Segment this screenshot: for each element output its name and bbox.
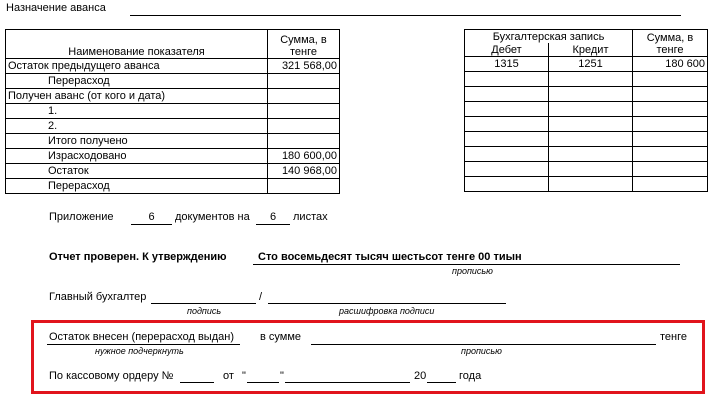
table-row <box>6 134 340 149</box>
entry-sum-cell[interactable] <box>633 102 708 117</box>
attachment-sheets-label: листах <box>293 211 328 223</box>
credit-cell[interactable] <box>549 132 633 147</box>
col-indicator-name-header: Наименование показателя <box>6 30 268 59</box>
indicator-name-cell: Итого получено <box>6 134 268 149</box>
entry-sum-cell[interactable] <box>633 147 708 162</box>
cash-order-year-suffix: года <box>459 370 482 382</box>
cash-order-from-label: от <box>223 370 234 382</box>
chief-accountant-label: Главный бухгалтер <box>49 291 147 303</box>
col-sum-header: Сумма, в тенге <box>268 30 340 59</box>
debit-cell[interactable]: 1315 <box>465 57 549 72</box>
indicator-sum-cell[interactable] <box>268 134 340 149</box>
table-row <box>465 57 708 72</box>
credit-cell[interactable] <box>549 162 633 177</box>
table-row <box>6 164 340 179</box>
table-row <box>465 72 708 87</box>
cash-order-month-field[interactable] <box>285 382 410 383</box>
signature-caption: подпись <box>187 306 222 316</box>
col-accounting-entry-header: Бухгалтерская запись <box>465 30 633 44</box>
entry-sum-cell[interactable] <box>633 117 708 132</box>
indicator-sum-cell[interactable]: 140 968,00 <box>268 164 340 179</box>
entry-sum-cell[interactable] <box>633 87 708 102</box>
remainder-words-caption: прописью <box>461 346 502 356</box>
approval-label: Отчет проверен. К утверждению <box>49 251 227 263</box>
indicator-name-cell: Перерасход <box>6 179 268 194</box>
remainder-label: Остаток внесен (перерасход выдан) <box>49 331 234 343</box>
credit-cell[interactable] <box>549 72 633 87</box>
debit-cell[interactable] <box>465 87 549 102</box>
table-row <box>465 177 708 192</box>
debit-cell[interactable] <box>465 72 549 87</box>
debit-cell[interactable] <box>465 177 549 192</box>
table-row <box>6 149 340 164</box>
debit-cell[interactable] <box>465 102 549 117</box>
decode-caption: расшифровка подписи <box>339 306 435 316</box>
indicator-name-cell: Остаток <box>6 164 268 179</box>
debit-cell[interactable] <box>465 132 549 147</box>
remainder-sum-field[interactable] <box>311 344 656 345</box>
cash-order-year-field[interactable] <box>427 382 456 383</box>
chief-accountant-signature-field[interactable] <box>151 303 256 304</box>
indicator-name-cell: 1. <box>6 104 268 119</box>
indicator-name-cell: Получен аванс (от кого и дата) <box>6 89 268 104</box>
entry-sum-cell[interactable] <box>633 177 708 192</box>
currency-label: тенге <box>660 331 687 343</box>
col-entry-sum-header: Сумма, в тенге <box>633 30 708 57</box>
credit-cell[interactable] <box>549 87 633 102</box>
approval-amount-words[interactable]: Сто восемьдесят тысяч шестьсот тенге 00 тиын <box>258 251 522 263</box>
credit-cell[interactable] <box>549 147 633 162</box>
col-credit-header: Кредит <box>549 43 633 57</box>
indicator-name-cell: Израсходовано <box>6 149 268 164</box>
table-row <box>6 104 340 119</box>
approval-words-caption: прописью <box>452 266 493 276</box>
indicator-sum-cell[interactable] <box>268 74 340 89</box>
table-row <box>6 74 340 89</box>
credit-cell[interactable] <box>549 102 633 117</box>
left-table-header <box>6 30 340 59</box>
attachment-label: Приложение <box>49 211 114 223</box>
in-sum-label: в сумме <box>260 331 302 343</box>
indicator-sum-cell[interactable] <box>268 119 340 134</box>
debit-cell[interactable] <box>465 147 549 162</box>
col-debit-header: Дебет <box>465 43 549 57</box>
indicator-sum-cell[interactable] <box>268 104 340 119</box>
table-row <box>465 162 708 177</box>
cash-order-label: По кассовому ордеру № <box>49 370 174 382</box>
cash-order-number-field[interactable] <box>180 382 214 383</box>
credit-cell[interactable]: 1251 <box>549 57 633 72</box>
remainder-label-underline <box>47 344 240 345</box>
table-row <box>6 89 340 104</box>
signature-slash: / <box>259 291 263 303</box>
cash-order-quote-close: " <box>280 370 284 382</box>
advance-purpose-field[interactable] <box>130 15 681 16</box>
table-row <box>6 119 340 134</box>
indicator-sum-cell[interactable]: 180 600,00 <box>268 149 340 164</box>
cash-order-year-prefix: 20 <box>414 370 427 382</box>
table-row <box>465 102 708 117</box>
attachment-docs-label: документов на <box>175 211 250 223</box>
approval-amount-line <box>253 264 680 265</box>
indicator-sum-cell[interactable]: 321 568,00 <box>268 59 340 74</box>
entry-sum-cell[interactable] <box>633 72 708 87</box>
debit-cell[interactable] <box>465 117 549 132</box>
right-table-header-top <box>465 30 708 44</box>
advance-purpose-label: Назначение аванса <box>6 2 106 14</box>
table-row <box>6 59 340 74</box>
debit-cell[interactable] <box>465 162 549 177</box>
underline-caption: нужное подчеркнуть <box>95 346 184 356</box>
indicator-name-cell: Перерасход <box>6 74 268 89</box>
indicator-sum-cell[interactable] <box>268 179 340 194</box>
entry-sum-cell[interactable] <box>633 132 708 147</box>
indicator-name-cell: 2. <box>6 119 268 134</box>
table-row <box>6 179 340 194</box>
table-row <box>465 147 708 162</box>
table-row <box>465 87 708 102</box>
table-row <box>465 132 708 147</box>
attachment-docs-count[interactable]: 6 <box>131 212 172 225</box>
accounting-entry-table <box>464 29 708 192</box>
indicator-sum-cell[interactable] <box>268 89 340 104</box>
entry-sum-cell[interactable] <box>633 162 708 177</box>
indicator-name-cell: Остаток предыдущего аванса <box>6 59 268 74</box>
credit-cell[interactable] <box>549 177 633 192</box>
advance-indicators-table <box>5 29 340 194</box>
table-row <box>465 117 708 132</box>
chief-accountant-decode-field[interactable] <box>268 303 506 304</box>
entry-sum-cell[interactable]: 180 600 <box>633 57 708 72</box>
cash-order-quote-open: " <box>242 370 246 382</box>
credit-cell[interactable] <box>549 117 633 132</box>
cash-order-day-field[interactable] <box>247 382 279 383</box>
attachment-sheets-count[interactable]: 6 <box>256 212 290 225</box>
